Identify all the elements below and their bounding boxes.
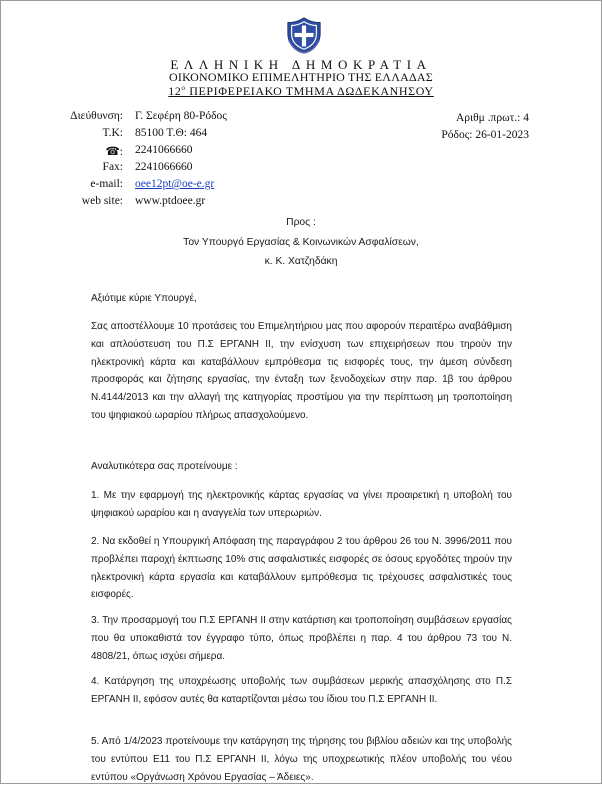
contact-block — [60, 110, 227, 212]
address-value: Γ. Σεφέρη 80-Ρόδος — [135, 110, 227, 122]
contact-tk-row — [60, 127, 227, 144]
department-number: 12 — [168, 84, 182, 98]
greek-coat-of-arms-icon — [285, 16, 323, 54]
document-date: Ρόδος: 26-01-2023 — [441, 129, 529, 141]
department-name: ΠΕΡΙΦΕΡΕΙΑΚΟ ΤΜΗΜΑ ΔΩΔΕΚΑΝΗΣΟΥ — [185, 84, 434, 98]
contact-address-row — [60, 110, 227, 127]
country-heading: ΕΛΛΗΝΙΚΗ ΔΗΜΟΚΡΑΤΙΑ — [170, 57, 432, 72]
proposal-item-4: 4. Κατάργηση της υποχρέωσης υποβολής των συμβάσεων μερικής απασχόλησης στο Π.Σ ΕΡΓΑΝΗ ΙΙ, εφόσον αυτές θα καταρτίζονται μέσω του ίδιου του Π.Σ ΕΡΓΑΝΗ ΙΙ. — [91, 676, 512, 705]
email-link[interactable]: oee12pt@oe-e.gr — [135, 178, 215, 190]
proposal-item-2: 2. Να εκδοθεί η Υπουργική Απόφαση της παραγράφου 2 του άρθρου 26 του Ν. 3996/2011 που προβλέπει παροχή έκπτωσης 10% στις ασφαλιστικές εισφορές σε όσους εργοδότες τηρούν την ηλεκτρονική κάρτα εργασία και καταβάλλουν εμπρόθεσμα τις τρέχουσες ασφαλιστικές τους εισφορές. — [91, 536, 512, 601]
proposal-item-5: 5. Από 1/4/2023 προτείνουμε την κατάργηση της τήρησης του βιβλίου αδειών και της υποβολής του εντύπου Ε11 του Π.Σ ΕΡΓΑΝΗ ΙΙ, λόγω της υποχρεωτικής πλέον υποβολής του νέου εντύπου «Οργάνωση Χρόνου Εργασίας – Άδειες». — [91, 736, 512, 783]
email-label: e-mail: — [90, 178, 123, 190]
phone-suffix: : — [119, 146, 123, 158]
phone-label — [60, 144, 135, 161]
fax-label: Fax: — [102, 161, 123, 173]
proposal-item-1: 1. Με την εφαρμογή της ηλεκτρονικής κάρτας εργασίας να γίνει προαιρετική η υποβολή του ψηφιακού ωραρίου και η αναγγελία των υπερωριών. — [91, 490, 512, 519]
greeting: Αξιότιμε κύριε Υπουργέ, — [91, 293, 197, 304]
telephone-icon: ☎ — [105, 146, 120, 158]
address-label: Διεύθυνση: — [70, 110, 123, 122]
contact-web-row — [60, 195, 227, 212]
web-value: www.ptdoee.gr — [135, 195, 206, 207]
recipient-title: Τον Υπουργό Εργασίας & Κοινωνικών Ασφαλίσεων, — [183, 237, 419, 248]
phone-value: 2241066660 — [135, 144, 193, 156]
contact-email-row — [60, 178, 227, 195]
organization-heading: ΟΙΚΟΝΟΜΙΚΟ ΕΠΙΜΕΛΗΤΗΡΙΟ ΤΗΣ ΕΛΛΑΔΑΣ — [169, 70, 433, 84]
protocol-number: Αριθμ .πρωτ.: 4 — [456, 112, 529, 124]
tk-value: 85100 Τ.Θ: 464 — [135, 127, 208, 139]
contact-fax-row — [60, 161, 227, 178]
intro-paragraph: Σας αποστέλλουμε 10 προτάσεις του Επιμελητήριου μας που αφορούν περαιτέρω αναβάθμιση και απλούστευση του Π.Σ ΕΡΓΑΝΗ ΙΙ, την ενίσχυση των επιχειρήσεων που τηρούν την ηλεκτρονική κάρτα και καταβάλλουν εμπρόθεσμα τις εισφορές τους, την άμεση σύνδεση προσφοράς και ζήτησης εργασίας, την ένταξη των ξενοδοχείων στην παρ. 1β του άρθρου Ν.4144/2013 και την αλλαγή της κατηγορίας προστίμου για την περίπτωση μη τροποποίηση του ψηφιακού ωραρίου πλήρως απασχολούμενο. — [91, 321, 512, 421]
recipient-to: Προς : — [286, 217, 316, 228]
fax-value: 2241066660 — [135, 161, 193, 173]
lead-line: Αναλυτικότερα σας προτείνουμε : — [91, 461, 238, 472]
recipient-name: κ. Κ. Χατζηδάκη — [264, 256, 338, 267]
reference-block — [441, 110, 529, 144]
contact-phone-row — [60, 144, 227, 161]
department-suffix: ο — [181, 84, 186, 92]
department-heading — [0, 84, 602, 99]
tk-label: Τ.Κ: — [102, 127, 123, 139]
web-label: web site: — [81, 195, 123, 207]
proposal-item-3: 3. Την προσαρμογή του Π.Σ ΕΡΓΑΝΗ ΙΙ στην κατάρτιση και τροποποίηση συμβάσεων εργασίας που θα υποκαθιστά τον έγγραφο τύπο, όπως προβλέπει η παρ. 4 του άρθρου 73 του Ν. 4808/21, όπως ισχύει σήμερα. — [91, 615, 512, 662]
